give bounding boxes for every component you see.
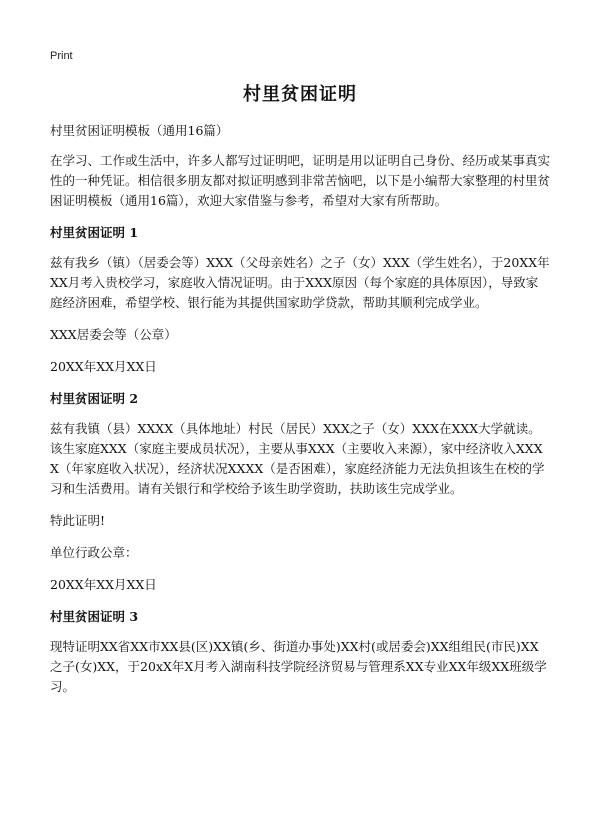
section-body-1: 兹有我乡（镇）（居委会等）XXX（父母亲姓名）之子（女）XXX（学生姓名），于20XX年XX月考入贵校学习，家庭收入情况证明。由于XXX原因（每个家庭的具体原因），导致家庭经济困难，希望学校、银行能为其提供国家助学贷款，帮助其顺利完成学业。 (50, 255, 550, 310)
section-body-2: 兹有我镇（县）XXXX（具体地址）村民（居民）XXX之子（女）XXX在XXX大学就读。该生家庭XXX（家庭主要成员状况），主要从事XXX（主要收入来源），家中经济收入XXXX（年家庭收入状况），经济状况XXXX（是否困难），家庭经济能力无法负担该生在校的学习和生活费用。请有关银行和学校给予该生助学资助，扶助该生完成学业。 (50, 421, 545, 496)
section-heading-3: 村里贫困证明 3 (50, 609, 139, 624)
section-1-seal-line: XXX居委会等（公章） (50, 327, 177, 342)
section-2-date-line: 20XX年XX月XX日 (50, 577, 157, 592)
document-subtitle: 村里贫困证明模板（通用16篇） (50, 123, 229, 138)
intro-paragraph: 在学习、工作或生活中，许多人都写过证明吧，证明是用以证明自己身份、经历或某事真实性的一种凭证。相信很多朋友都对拟证明感到非常苦恼吧，以下是小编帮大家整理的村里贫困证明模板（通用16篇），欢迎大家借鉴与参考，希望对大家有所帮助。 (50, 153, 551, 208)
section-1-date-line: 20XX年XX月XX日 (50, 359, 157, 374)
section-body-3: 现特证明XX省XX市XX县(区)XX镇(乡、街道办事处)XX村(或居委会)XX组组民(市民)XX之子(女)XX，于20xX年X月考入湖南科技学院经济贸易与管理系XX专业XX年级XX班级学习。 (50, 639, 547, 694)
section-2-certify-line: 特此证明! (50, 513, 106, 528)
section-heading-1: 村里贫困证明 1 (50, 225, 139, 240)
print-link[interactable]: Print (50, 50, 73, 62)
document-title: 村里贫困证明 (243, 84, 357, 105)
section-2-seal-line: 单位行政公章： (50, 545, 138, 560)
section-heading-2: 村里贫困证明 2 (50, 391, 139, 406)
